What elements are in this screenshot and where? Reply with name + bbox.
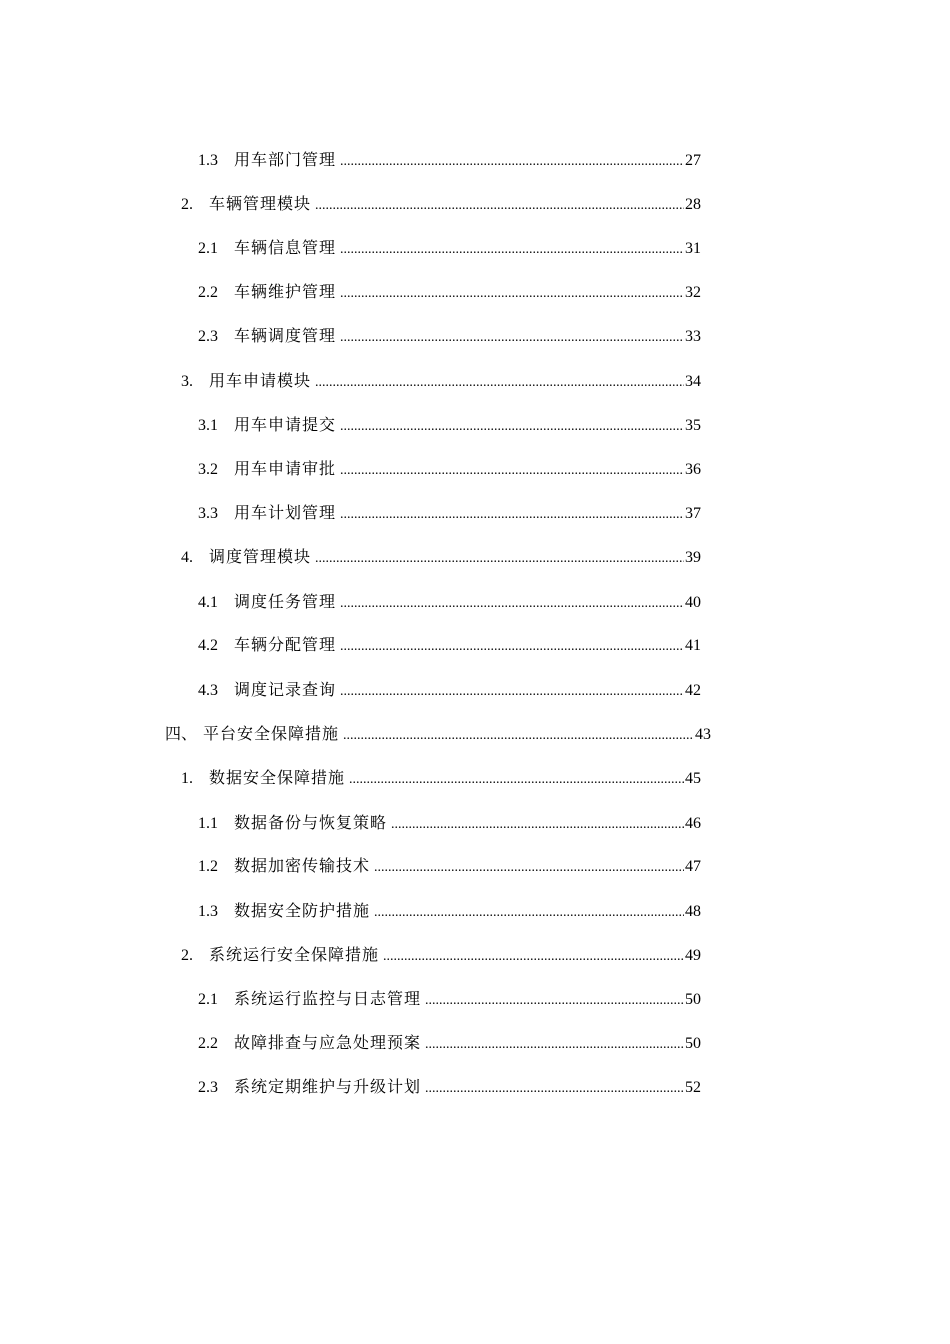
toc-entry-page: 43 — [695, 726, 711, 743]
toc-entry[interactable] — [181, 945, 701, 967]
toc-dot-leader — [425, 991, 684, 1011]
toc-entry-number: 3.1 — [198, 417, 218, 434]
toc-entry-number: 1. — [181, 770, 193, 787]
toc-entry-page: 52 — [685, 1079, 701, 1096]
toc-entry-title: 数据安全防护措施 — [234, 901, 371, 920]
toc-entry-number: 2.2 — [198, 284, 218, 301]
toc-dot-leader — [340, 240, 684, 260]
toc-entry-page: 40 — [685, 594, 701, 611]
toc-dot-leader — [374, 858, 684, 878]
toc-entry-page: 37 — [685, 505, 701, 522]
toc-entry[interactable] — [181, 371, 701, 393]
toc-dot-leader — [315, 549, 684, 569]
toc-entry[interactable] — [181, 194, 701, 216]
toc-entry-page: 27 — [685, 152, 701, 169]
toc-dot-leader — [340, 284, 684, 304]
toc-entry-page: 28 — [685, 196, 701, 213]
toc-entry-title: 系统运行监控与日志管理 — [234, 989, 422, 1008]
toc-entry-title: 车辆管理模块 — [209, 194, 312, 213]
toc-entry-title: 车辆调度管理 — [234, 326, 337, 345]
toc-entry-page: 36 — [685, 461, 701, 478]
toc-dot-leader — [374, 903, 684, 923]
toc-entry[interactable] — [198, 326, 701, 348]
toc-dot-leader — [340, 682, 684, 702]
toc-dot-leader — [425, 1079, 684, 1099]
toc-dot-leader — [315, 196, 684, 216]
toc-dot-leader — [340, 594, 684, 614]
toc-entry-number: 2. — [181, 196, 193, 213]
toc-entry[interactable] — [198, 415, 701, 437]
toc-dot-leader — [340, 637, 684, 657]
toc-entry-title: 车辆信息管理 — [234, 238, 337, 257]
toc-entry-number: 1.3 — [198, 903, 218, 920]
toc-entry[interactable] — [198, 680, 701, 702]
toc-entry-number: 1.2 — [198, 858, 218, 875]
toc-entry-page: 31 — [685, 240, 701, 257]
toc-dot-leader — [315, 373, 684, 393]
toc-entry[interactable] — [198, 459, 701, 481]
toc-entry-title: 数据安全保障措施 — [209, 768, 346, 787]
toc-entry[interactable] — [165, 724, 711, 746]
toc-dot-leader — [343, 726, 694, 746]
toc-entry[interactable] — [198, 592, 701, 614]
toc-entry[interactable] — [198, 813, 701, 835]
toc-entry-number: 四、 — [165, 726, 198, 743]
toc-entry-page: 50 — [685, 991, 701, 1008]
toc-entry-number: 4. — [181, 549, 193, 566]
toc-entry-page: 45 — [685, 770, 701, 787]
toc-entry-number: 4.2 — [198, 637, 218, 654]
toc-entry-title: 车辆分配管理 — [234, 635, 337, 654]
toc-entry-page: 49 — [685, 947, 701, 964]
toc-entry[interactable] — [198, 989, 701, 1011]
toc-entry[interactable] — [198, 1077, 701, 1099]
toc-entry-title: 故障排查与应急处理预案 — [234, 1033, 422, 1052]
toc-entry-number: 2.2 — [198, 1035, 218, 1052]
toc-entry-number: 3.2 — [198, 461, 218, 478]
toc-dot-leader — [340, 328, 684, 348]
toc-entry-title: 用车申请审批 — [234, 459, 337, 478]
toc-entry-title: 调度管理模块 — [209, 547, 312, 566]
toc-entry[interactable] — [198, 503, 701, 525]
toc-dot-leader — [340, 417, 684, 437]
toc-entry-title: 系统定期维护与升级计划 — [234, 1077, 422, 1096]
toc-entry[interactable] — [181, 768, 701, 790]
toc-entry-number: 3.3 — [198, 505, 218, 522]
toc-entry-page: 48 — [685, 903, 701, 920]
toc-entry-title: 车辆维护管理 — [234, 282, 337, 301]
toc-dot-leader — [425, 1035, 684, 1055]
toc-entry[interactable] — [198, 635, 701, 657]
toc-dot-leader — [340, 152, 684, 172]
toc-entry-title: 系统运行安全保障措施 — [209, 945, 380, 964]
toc-entry-number: 2.3 — [198, 1079, 218, 1096]
toc-entry[interactable] — [198, 901, 701, 923]
toc-entry-page: 33 — [685, 328, 701, 345]
toc-dot-leader — [340, 505, 684, 525]
toc-entry-title: 调度记录查询 — [234, 680, 337, 699]
toc-entry-title: 用车部门管理 — [234, 150, 337, 169]
toc-entry-number: 2.1 — [198, 991, 218, 1008]
toc-entry[interactable] — [198, 856, 701, 878]
toc-entry-number: 2.1 — [198, 240, 218, 257]
toc-entry-title: 用车申请模块 — [209, 371, 312, 390]
toc-entry-number: 3. — [181, 373, 193, 390]
toc-entry-page: 35 — [685, 417, 701, 434]
toc-entry-number: 2. — [181, 947, 193, 964]
toc-entry-number: 1.3 — [198, 152, 218, 169]
toc-entry-page: 32 — [685, 284, 701, 301]
toc-entry-page: 47 — [685, 858, 701, 875]
toc-entry-page: 41 — [685, 637, 701, 654]
toc-entry-title: 调度任务管理 — [234, 592, 337, 611]
toc-entry-number: 2.3 — [198, 328, 218, 345]
toc-entry-page: 42 — [685, 682, 701, 699]
toc-entry-title: 平台安全保障措施 — [203, 724, 340, 743]
toc-entry-number: 1.1 — [198, 815, 218, 832]
toc-entry[interactable] — [198, 238, 701, 260]
toc-entry[interactable] — [181, 547, 701, 569]
toc-entry-page: 50 — [685, 1035, 701, 1052]
toc-entry[interactable] — [198, 282, 701, 304]
toc-entry-title: 用车申请提交 — [234, 415, 337, 434]
toc-entry[interactable] — [198, 1033, 701, 1055]
toc-dot-leader — [340, 461, 684, 481]
toc-entry-number: 4.1 — [198, 594, 218, 611]
toc-entry-page: 46 — [685, 815, 701, 832]
toc-entry-title: 数据备份与恢复策略 — [234, 813, 388, 832]
toc-entry-number: 4.3 — [198, 682, 218, 699]
toc-entry[interactable] — [198, 150, 701, 172]
toc-dot-leader — [391, 815, 684, 835]
toc-entry-page: 34 — [685, 373, 701, 390]
toc-entry-title: 用车计划管理 — [234, 503, 337, 522]
toc-dot-leader — [349, 770, 684, 790]
toc-entry-page: 39 — [685, 549, 701, 566]
toc-entry-title: 数据加密传输技术 — [234, 856, 371, 875]
toc-dot-leader — [383, 947, 684, 967]
